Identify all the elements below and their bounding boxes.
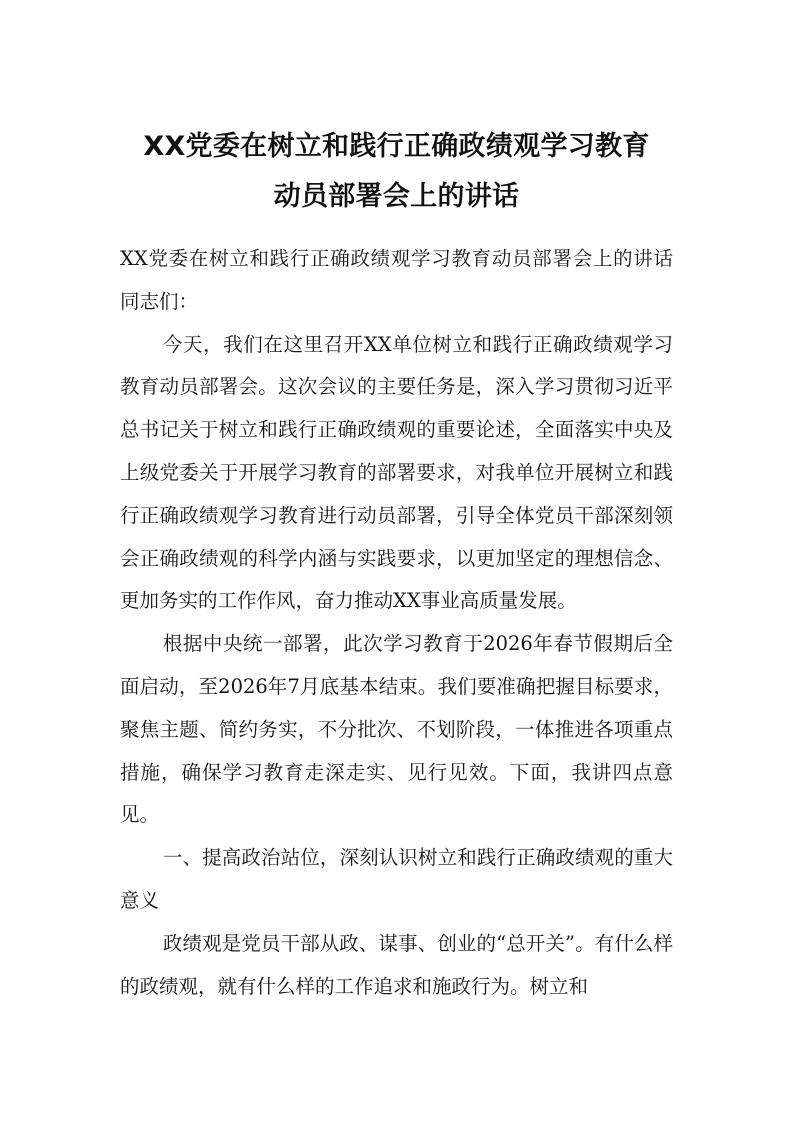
body-paragraph: 今天，我们在这里召开XX单位树立和践行正确政绩观学习教育动员部署会。这次会议的主要任务是，深入学习贯彻习近平总书记关于树立和践行正确政绩观的重要论述，全面落实中央及上级党委关于开展学习教育的部署要求，对我单位开展树立和践行正确政绩观学习教育进行动员部署，引导全体党员干部深刻领会正确政绩观的科学内涵与实践要求，以更加坚定的理想信念、更加务实的工作作风，奋力推动XX事业高质量发展。 bbox=[120, 332, 673, 613]
opening-paragraph: XX党委在树立和践行正确政绩观学习教育动员部署会上的讲话同志们： bbox=[120, 247, 673, 313]
document-body bbox=[120, 238, 673, 1008]
document-title-line-2: 动员部署会上的讲话 bbox=[273, 181, 520, 212]
document-title-line-1: XX党委在树立和践行正确政绩观学习教育 bbox=[143, 131, 650, 162]
body-paragraph: 根据中央统一部署，此次学习教育于2026年春节假期后全面启动，至2026年7月底基本结束。我们要准确把握目标要求，聚焦主题、简约务实，不分批次、不划阶段，一体推进各项重点措施，确保学习教育走深走实、见行见效。下面，我讲四点意见。 bbox=[120, 632, 673, 827]
section-heading: 一、提高政治站位，深刻认识树立和践行正确政绩观的重大意义 bbox=[120, 846, 673, 912]
body-paragraph: 政绩观是党员干部从政、谋事、创业的“总开关”。有什么样的政绩观，就有什么样的工作追求和施政行为。树立和 bbox=[120, 931, 673, 998]
